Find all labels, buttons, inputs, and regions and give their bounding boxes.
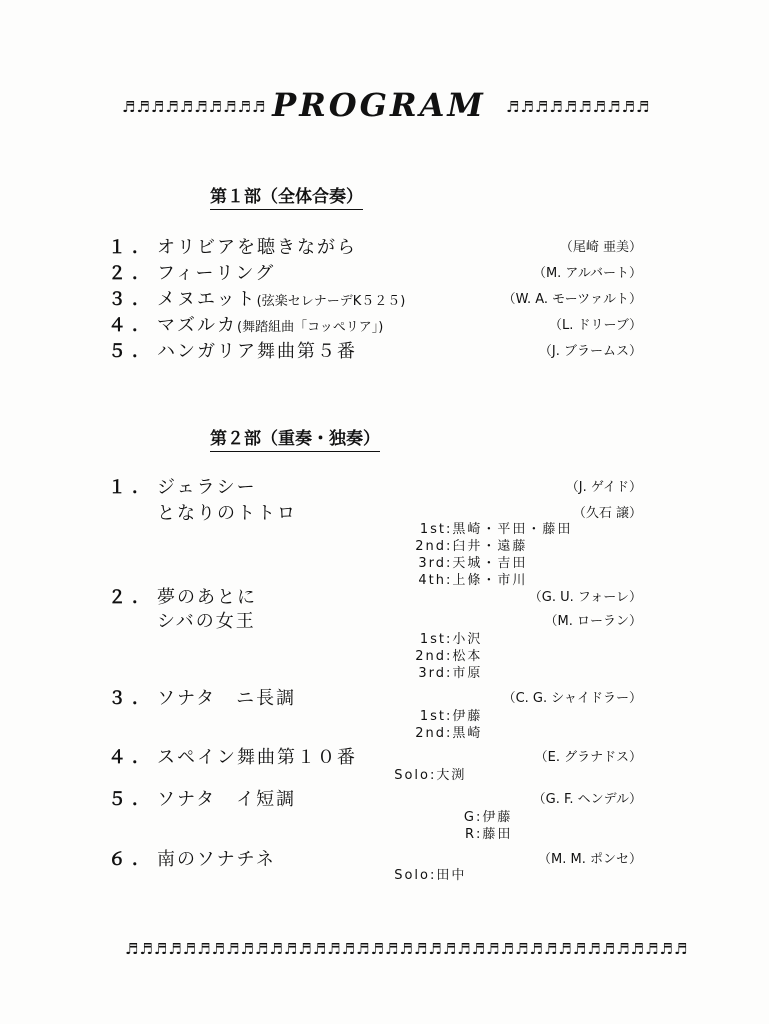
composer: （L. ドリーブ） [549, 318, 642, 333]
program-header [0, 86, 769, 126]
part2-item [0, 785, 769, 809]
part2-item [0, 583, 769, 607]
performer-line: 2nd:黒崎 [415, 726, 483, 741]
part2-title: 第２部（重奏・独奏） [210, 424, 380, 452]
piece-subtitle: (弦楽セレナーデK５２５) [256, 294, 406, 309]
part1-item [0, 285, 769, 309]
part1-item [0, 311, 769, 335]
item-number: ２． [108, 263, 156, 284]
piece-title: シバの女王 [157, 611, 256, 632]
piece-title: ハンガリア舞曲第５番 [157, 341, 357, 362]
piece-title: オリビアを聴きながら [157, 237, 357, 258]
performer-line: 3rd:天城・吉田 [418, 556, 528, 571]
performer-line: 3rd:市原 [418, 666, 483, 681]
piece-title: 夢のあとに [157, 587, 257, 608]
item-number: ５． [108, 341, 156, 362]
performer-line: R:藤田 [464, 827, 513, 842]
music-notes-left-icon: ♬♬♬♬♬♬♬♬♬♬ [122, 98, 267, 116]
item-number: １． [108, 237, 156, 258]
composer: （W. A. モーツァルト） [502, 292, 642, 307]
performer-line: 2nd:臼井・遠藤 [415, 539, 528, 554]
composer: （J. ブラームス） [538, 344, 642, 359]
part2-item [0, 499, 769, 523]
piece-title: となりのトトロ [157, 503, 297, 524]
composer: （G. F. ヘンデル） [532, 792, 642, 807]
piece-title: スペイン舞曲第１０番 [157, 747, 357, 768]
piece-title: フィーリング [157, 263, 276, 284]
performer-line: 2nd:松本 [415, 649, 483, 664]
page-title: PROGRAM [272, 86, 486, 124]
item-number: ４． [108, 747, 156, 768]
part2-item [0, 684, 769, 708]
composer: （尾崎 亜美） [559, 240, 642, 255]
item-number: ３． [108, 688, 156, 709]
item-number: ５． [108, 789, 156, 810]
part1-item [0, 337, 769, 361]
composer: （C. G. シャイドラー） [502, 691, 642, 706]
performer-line: G:伊藤 [463, 810, 513, 825]
performer-line: Solo:大渕 [394, 768, 467, 783]
performer-line: 4th:上條・市川 [418, 573, 528, 588]
composer: （G. U. フォーレ） [528, 590, 642, 605]
performer-line: 1st:伊藤 [419, 709, 483, 724]
piece-title: マズルカ(舞踏組曲「コッペリア」) [157, 315, 384, 336]
part2-item [0, 607, 769, 631]
item-number: ６． [108, 849, 156, 870]
composer: （M. ローラン） [544, 614, 642, 629]
composer: （E. グラナドス） [534, 750, 642, 765]
performer-line: 1st:小沢 [419, 632, 483, 647]
piece-title: 南のソナチネ [157, 849, 276, 870]
part1-title: 第１部（全体合奏） [210, 182, 363, 210]
item-number: ３． [108, 289, 156, 310]
part1-item [0, 233, 769, 257]
piece-title: ジェラシー [157, 477, 257, 498]
part1-item [0, 259, 769, 283]
composer: （J. ゲイド） [565, 480, 642, 495]
item-number: ４． [108, 315, 156, 336]
piece-subtitle: (舞踏組曲「コッペリア」) [237, 320, 384, 335]
performer-line: Solo:田中 [394, 868, 467, 883]
piece-title: ソナタ ニ長調 [157, 688, 297, 709]
performer-line: 1st:黒崎・平田・藤田 [419, 522, 573, 537]
item-number: １． [108, 477, 156, 498]
music-notes-footer-icon: ♬♬♬♬♬♬♬♬♬♬♬♬♬♬♬♬♬♬♬♬♬♬♬♬♬♬♬♬♬♬♬♬♬♬♬♬♬♬♬ [125, 940, 689, 958]
composer: （M. M. ポンセ） [538, 852, 642, 867]
piece-title: メヌエット(弦楽セレナーデK５２５) [157, 289, 406, 310]
part2-item [0, 473, 769, 497]
piece-title: ソナタ イ短調 [157, 789, 297, 810]
composer: （久石 譲） [572, 506, 642, 521]
composer: （M. アルバート） [532, 266, 642, 281]
item-number: ２． [108, 587, 156, 608]
music-notes-right-icon: ♬♬♬♬♬♬♬♬♬♬ [506, 98, 651, 116]
